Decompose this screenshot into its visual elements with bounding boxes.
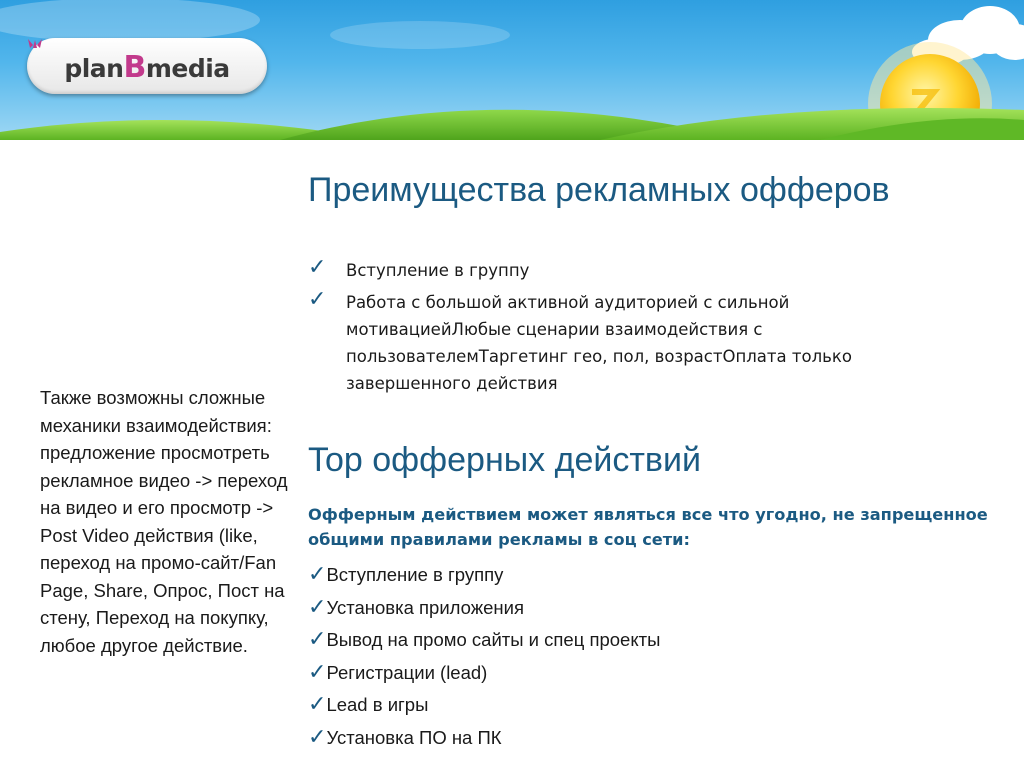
list-item-text: Регистрации (lead) — [326, 661, 488, 683]
list-item — [308, 257, 908, 284]
list-item — [308, 591, 660, 624]
check-icon: ✓ — [308, 691, 327, 717]
logo-wordmark: planBmedia — [64, 49, 230, 85]
advantages-list — [308, 257, 908, 402]
list-item — [308, 558, 660, 591]
section-subtitle: Офферным действием может являться все что угодно, не запрещенное общими правилами рекламы в соц сети: — [308, 505, 988, 549]
list-item — [308, 721, 660, 754]
check-icon: ✓ — [308, 561, 327, 586]
list-item-text: Lead в игры — [326, 694, 429, 716]
list-item — [308, 656, 660, 689]
section-title-offer-advantages: Преимущества рекламных офферов — [308, 171, 890, 209]
check-icon: ✓ — [308, 593, 327, 619]
list-item-text: Установка ПО на ПК — [326, 726, 502, 748]
list-item-text: Установка приложения — [326, 596, 524, 618]
list-item — [308, 688, 660, 721]
list-item — [308, 289, 908, 397]
check-icon: ✓ — [308, 255, 327, 280]
header-banner — [0, 0, 1024, 140]
offer-actions-list — [308, 558, 660, 754]
check-icon: ✓ — [308, 626, 327, 652]
check-icon: ✓ — [308, 723, 327, 749]
list-item-text: Вступление в группу — [326, 564, 504, 585]
list-item-text: Вывод на промо сайты и спец проекты — [326, 629, 661, 651]
side-note-complex-mechanics: Также возможны сложные механики взаимодействия: предложение просмотреть рекламное видео -> переход на видео и его просмотр -> Post Video действия (like, переход на промо-сайт/Fan Page, Share, Опрос, Пост на стену, Переход на покупку, любое другое действие. — [40, 387, 288, 656]
check-icon: ✓ — [308, 287, 327, 312]
logo-ears-icon — [27, 38, 43, 48]
list-item — [308, 623, 660, 656]
planbmedia-logo[interactable] — [27, 38, 267, 94]
check-icon: ✓ — [308, 658, 327, 684]
list-item-text: Вступление в группу — [346, 261, 530, 280]
section-title-top-offer-actions: Top офферных действий — [308, 441, 701, 479]
list-item-text: Работа с большой активной аудиторией с сильной мотивациейЛюбые сценарии взаимодействия с пользователемТаргетинг гео, пол, возрастОплата только завершенного действия — [346, 293, 852, 393]
